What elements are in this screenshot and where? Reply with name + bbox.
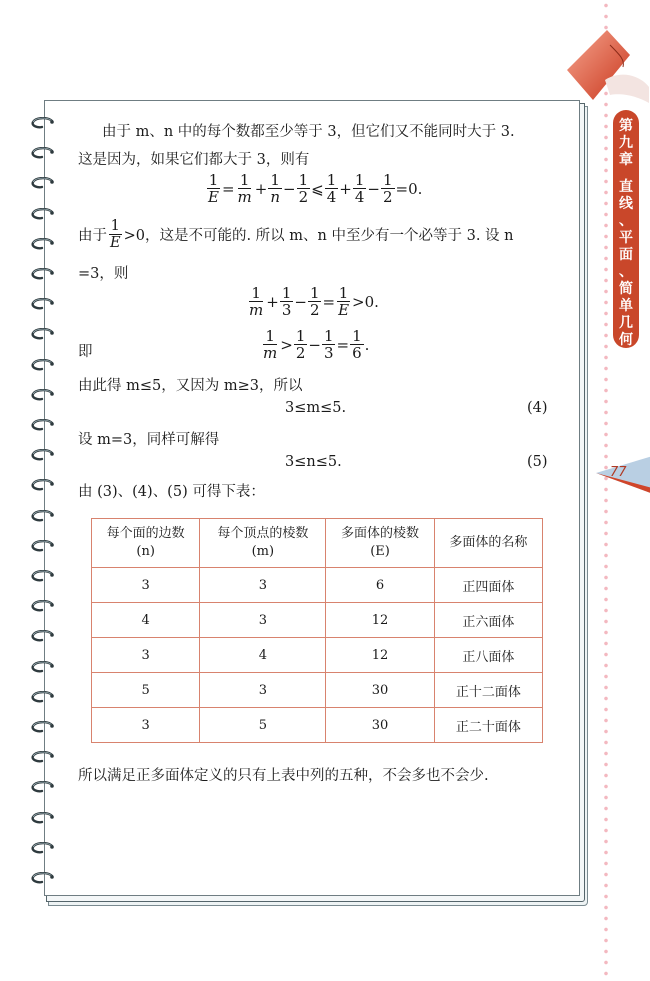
equation-5-number: (5): [527, 454, 548, 470]
spiral-ring-icon: [30, 510, 56, 522]
table-row: [92, 568, 543, 603]
equation-4: 3≤m≤5.: [285, 400, 347, 416]
spiral-ring-icon: [30, 238, 56, 250]
table-cell: 30: [326, 708, 434, 743]
spiral-ring-icon: [30, 570, 56, 582]
spiral-ring-icon: [30, 842, 56, 854]
spiral-ring-icon: [30, 147, 56, 159]
spiral-ring-icon: [30, 449, 56, 461]
table-cell: 30: [326, 673, 434, 708]
table-cell: 正八面体: [434, 638, 542, 673]
equation-5: 3≤n≤5.: [285, 454, 342, 470]
table-cell: 12: [326, 603, 434, 638]
table-cell: 正十二面体: [434, 673, 542, 708]
table-row: [92, 638, 543, 673]
spiral-ring-icon: [30, 781, 56, 793]
spiral-ring-icon: [30, 208, 56, 220]
table-cell: 3: [200, 673, 326, 708]
paragraph-line: 设 m=3，同样可解得: [78, 432, 220, 448]
ji-label: 即: [78, 344, 93, 360]
spiral-ring-icon: [30, 630, 56, 642]
table-cell: 正二十面体: [434, 708, 542, 743]
table-header: 每个面的边数 (n): [92, 519, 200, 568]
paragraph-line: =3，则: [78, 266, 129, 282]
table-row: [92, 603, 543, 638]
equation-4-number: (4): [527, 400, 548, 416]
spiral-ring-icon: [30, 872, 56, 884]
spiral-ring-icon: [30, 117, 56, 129]
table-cell: 3: [200, 603, 326, 638]
notebook-decoration-icon: [565, 25, 650, 105]
chapter-tab: 第 九 章 直 线 、 平 面 、 简 单 几 何 体: [613, 110, 639, 348]
paragraph-line: 由于 $\frac{1}{E}$ >0，这是不可能的. 所以 m、n 中至少有一个必等于 3. 设 n: [78, 218, 514, 251]
table-cell: 3: [200, 568, 326, 603]
table-cell: 4: [92, 603, 200, 638]
spiral-ring-icon: [30, 540, 56, 552]
table-cell: 正六面体: [434, 603, 542, 638]
equation-3: $\frac{1}{m}$ > $\frac{1}{2}$ − $\frac{1}{3}$ = $\frac{1}{6}$ .: [263, 327, 370, 362]
table-cell: 5: [92, 673, 200, 708]
table-cell: 3: [92, 638, 200, 673]
table-row: [92, 708, 543, 743]
page-number-tab: [596, 455, 650, 495]
table-cell: 6: [326, 568, 434, 603]
spiral-ring-icon: [30, 268, 56, 280]
polyhedra-table: [91, 518, 543, 743]
spiral-ring-icon: [30, 177, 56, 189]
page-number: 77: [610, 465, 627, 480]
table-cell: 3: [92, 708, 200, 743]
table-cell: 4: [200, 638, 326, 673]
table-cell: 正四面体: [434, 568, 542, 603]
spiral-ring-icon: [30, 721, 56, 733]
spiral-ring-icon: [30, 691, 56, 703]
table-header: 每个顶点的棱数 (m): [200, 519, 326, 568]
table-cell: 5: [200, 708, 326, 743]
spiral-ring-icon: [30, 600, 56, 612]
table-header: 多面体的名称: [434, 519, 542, 568]
table-header-row: [92, 519, 543, 568]
table-row: [92, 673, 543, 708]
spiral-ring-icon: [30, 812, 56, 824]
spiral-ring-icon: [30, 389, 56, 401]
paragraph-line: 由 (3)、(4)、(5) 可得下表：: [78, 484, 265, 500]
spiral-ring-icon: [30, 479, 56, 491]
table-cell: 3: [92, 568, 200, 603]
spiral-ring-icon: [30, 751, 56, 763]
spiral-ring-icon: [30, 661, 56, 673]
conclusion-text: 所以满足正多面体定义的只有上表中列的五种，不会多也不会少.: [78, 768, 489, 784]
equation-1: $\frac{1}{E}$ = $\frac{1}{m}$ + $\frac{1}{n}$ − $\frac{1}{2}$ ⩽ $\frac{1}{4}$ + $\frac{1}{4}$ − $\frac{1}{2}$ =0.: [208, 171, 423, 206]
spiral-ring-icon: [30, 298, 56, 310]
table-cell: 12: [326, 638, 434, 673]
spiral-ring-icon: [30, 419, 56, 431]
paragraph-line: 这是因为，如果它们都大于 3，则有: [78, 152, 310, 168]
equation-2: $\frac{1}{m}$ + $\frac{1}{3}$ − $\frac{1}{2}$ = $\frac{1}{E}$ >0.: [249, 284, 379, 319]
spiral-ring-icon: [30, 328, 56, 340]
paragraph-line: 由此得 m≤5，又因为 m≥3，所以: [78, 378, 303, 394]
table-header: 多面体的棱数 (E): [326, 519, 434, 568]
paragraph-line: 由于 m、n 中的每个数都至少等于 3，但它们又不能同时大于 3.: [102, 124, 515, 140]
spiral-ring-icon: [30, 359, 56, 371]
